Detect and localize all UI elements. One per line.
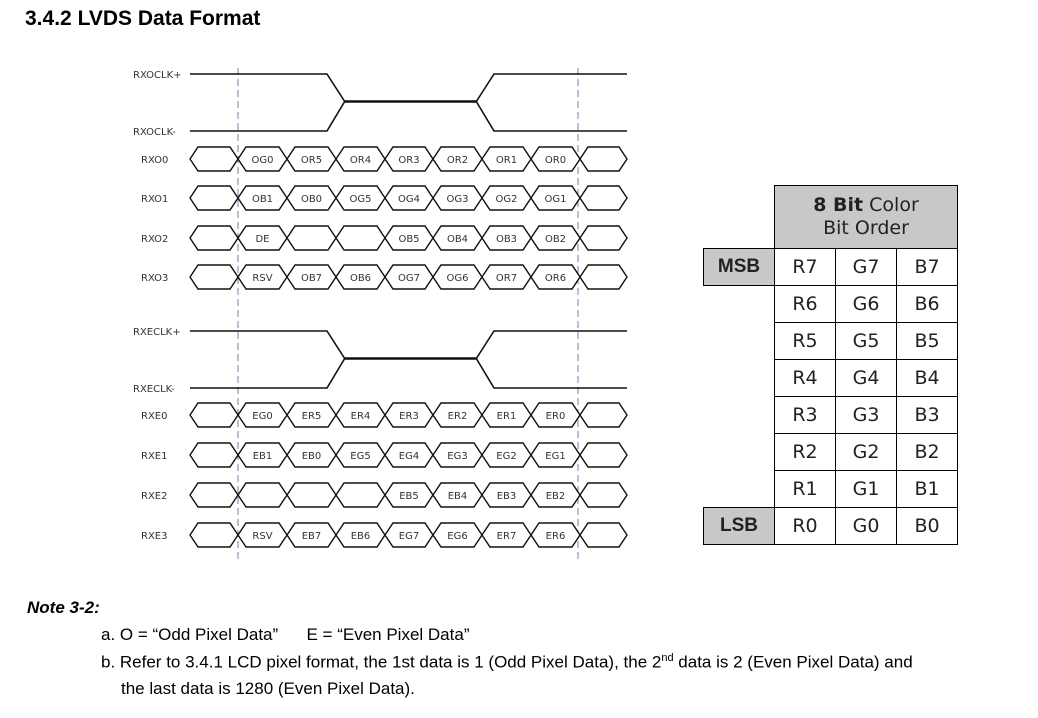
data-cell-shape	[190, 403, 238, 427]
odd-clock-plus-label: RXOCLK+	[133, 70, 182, 81]
data-cell-label: OG0	[251, 155, 274, 166]
data-cell-label: EB4	[447, 491, 468, 502]
section-number: 3.4.2	[25, 7, 72, 30]
data-cell-shape	[238, 483, 287, 507]
signal-label: RXO1	[141, 194, 169, 205]
even-clock-minus-waveform	[190, 358, 627, 388]
data-cell-label: OG4	[398, 194, 420, 205]
bit-cell: R1	[775, 471, 836, 508]
data-cell-label: ER6	[545, 531, 566, 542]
row-label-empty	[704, 286, 775, 323]
data-cell-label: EG3	[447, 451, 468, 462]
note-item-a: a. O = “Odd Pixel Data” E = “Even Pixel Data”	[101, 625, 470, 644]
data-cell-label: ER7	[496, 531, 517, 542]
bit-row	[704, 249, 958, 286]
data-cell-label: OR5	[300, 155, 323, 166]
bit-cell: B2	[897, 434, 958, 471]
note-b-superscript: nd	[661, 652, 674, 664]
bit-cell: R5	[775, 323, 836, 360]
bit-cell: B1	[897, 471, 958, 508]
data-cell-label: OR4	[349, 155, 372, 166]
data-cell-label: ER3	[399, 411, 419, 422]
bit-cell: B7	[897, 249, 958, 286]
data-cell-label: ER1	[496, 411, 517, 422]
data-cell-label: OB2	[544, 234, 567, 245]
signal-label: RXO2	[141, 234, 169, 245]
data-cell-shape	[580, 403, 627, 427]
bit-cell: R6	[775, 286, 836, 323]
bit-cell: G1	[836, 471, 897, 508]
odd-clock-minus-label: RXOCLK-	[133, 127, 176, 138]
data-cell-label: EG4	[398, 451, 420, 462]
bit-row	[704, 397, 958, 434]
bit-row	[704, 434, 958, 471]
data-cell-shape	[190, 226, 238, 250]
bit-row	[704, 323, 958, 360]
data-cell-label: ER0	[545, 411, 566, 422]
row-label-empty	[704, 471, 775, 508]
data-cell-label: EG1	[545, 451, 566, 462]
data-cell-label: OB4	[446, 234, 469, 245]
data-cell-shape	[580, 265, 627, 289]
data-cell-label: EG0	[252, 411, 273, 422]
bit-row	[704, 286, 958, 323]
even-clock-plus-waveform	[190, 331, 627, 359]
section-title: LVDS Data Format	[77, 7, 261, 30]
data-cell-shape	[190, 483, 238, 507]
row-label-empty	[704, 360, 775, 397]
bit-cell: G0	[836, 508, 897, 545]
data-cell-label: ER2	[447, 411, 468, 422]
note-item-b-continued: the last data is 1280 (Even Pixel Data).	[121, 679, 415, 698]
header-bold-text: 8 Bit	[813, 194, 864, 216]
data-cell-label: DE	[255, 234, 270, 245]
bit-row	[704, 360, 958, 397]
data-cell-label: OR2	[446, 155, 469, 166]
bit-row	[704, 508, 958, 545]
row-label-empty	[704, 434, 775, 471]
data-cell-label: RSV	[252, 531, 273, 542]
data-cell-label: EG5	[350, 451, 371, 462]
bit-cell: B5	[897, 323, 958, 360]
data-cell-label: ER4	[350, 411, 371, 422]
signal-label: RXE0	[141, 411, 168, 422]
data-cell-label: EB1	[252, 451, 273, 462]
signal-label: RXO3	[141, 273, 169, 284]
lsb-label: LSB	[704, 508, 775, 545]
data-cell-label: OR0	[544, 155, 567, 166]
bit-cell: R0	[775, 508, 836, 545]
odd-clock-minus-waveform	[190, 101, 627, 131]
data-cell-label: EB5	[399, 491, 419, 502]
data-cell-shape	[580, 147, 627, 171]
row-label-empty	[704, 397, 775, 434]
data-cell-label: OG6	[446, 273, 469, 284]
data-cell-shape	[287, 226, 336, 250]
data-cell-shape	[190, 443, 238, 467]
bit-cell: R7	[775, 249, 836, 286]
data-cell-label: EG6	[447, 531, 468, 542]
data-cell-label: OR3	[398, 155, 420, 166]
bit-cell: G4	[836, 360, 897, 397]
data-cell-label: EB3	[496, 491, 517, 502]
header-rest-text: Color	[863, 194, 919, 216]
data-cell-label: OR1	[495, 155, 518, 166]
data-cell-label: OB7	[300, 273, 323, 284]
data-cell-label: OB0	[300, 194, 323, 205]
data-cell-label: EB2	[545, 491, 566, 502]
data-cell-label: OB3	[495, 234, 518, 245]
data-cell-label: OR6	[544, 273, 567, 284]
data-cell-label: OG1	[544, 194, 567, 205]
note-b-text-end: data is 2 (Even Pixel Data) and	[673, 652, 913, 672]
data-cell-label: OG2	[495, 194, 518, 205]
signal-label: RXE3	[141, 531, 168, 542]
data-cell-shape	[580, 186, 627, 210]
data-cell-label: OG3	[446, 194, 469, 205]
bit-cell: R4	[775, 360, 836, 397]
data-cell-label: EB6	[350, 531, 371, 542]
data-cell-shape	[580, 443, 627, 467]
signal-label: RXE1	[141, 451, 168, 462]
bit-order-table	[703, 185, 958, 545]
signal-label: RXE2	[141, 491, 168, 502]
bit-cell: G5	[836, 323, 897, 360]
even-clock-plus-label: RXECLK+	[133, 327, 181, 338]
lvds-timing-diagram	[0, 0, 640, 580]
data-cell-shape	[287, 483, 336, 507]
even-clock-minus-label: RXECLK-	[133, 384, 175, 395]
data-cell-label: OG7	[398, 273, 420, 284]
data-cell-label: EG2	[496, 451, 517, 462]
note-item-b	[101, 652, 913, 673]
bit-cell: G3	[836, 397, 897, 434]
data-cell-shape	[580, 523, 627, 547]
odd-clock-plus-waveform	[190, 74, 627, 102]
bit-cell: G7	[836, 249, 897, 286]
data-cell-shape	[580, 226, 627, 250]
data-cell-shape	[190, 265, 238, 289]
data-cell-label: EB7	[301, 531, 322, 542]
data-cell-label: ER5	[301, 411, 322, 422]
bit-cell: R2	[775, 434, 836, 471]
data-cell-label: EB0	[301, 451, 322, 462]
header-line2-text: Bit Order	[823, 217, 909, 239]
data-cell-shape	[190, 523, 238, 547]
bit-cell: R3	[775, 397, 836, 434]
data-cell-shape	[336, 226, 385, 250]
bit-cell: B3	[897, 397, 958, 434]
data-cell-label: OB6	[349, 273, 372, 284]
data-cell-shape	[580, 483, 627, 507]
bit-cell: G6	[836, 286, 897, 323]
table-header	[775, 186, 958, 249]
data-cell-label: EG7	[398, 531, 420, 542]
table-corner	[704, 186, 775, 249]
bit-row	[704, 471, 958, 508]
bit-cell: B0	[897, 508, 958, 545]
note-title: Note 3-2:	[27, 598, 100, 617]
row-label-empty	[704, 323, 775, 360]
bit-cell: G2	[836, 434, 897, 471]
data-cell-label: OG5	[349, 194, 372, 205]
data-cell-label: OB5	[398, 234, 420, 245]
note-b-text: b. Refer to 3.4.1 LCD pixel format, the 1st data is 1 (Odd Pixel Data), the 2	[101, 652, 662, 672]
data-cell-shape	[336, 483, 385, 507]
msb-label: MSB	[704, 249, 775, 286]
data-cell-shape	[190, 147, 238, 171]
bit-cell: B4	[897, 360, 958, 397]
data-cell-label: OR7	[495, 273, 518, 284]
data-cell-label: RSV	[252, 273, 273, 284]
data-cell-shape	[190, 186, 238, 210]
data-cell-label: OB1	[251, 194, 274, 205]
bit-cell: B6	[897, 286, 958, 323]
signal-label: RXO0	[141, 155, 169, 166]
